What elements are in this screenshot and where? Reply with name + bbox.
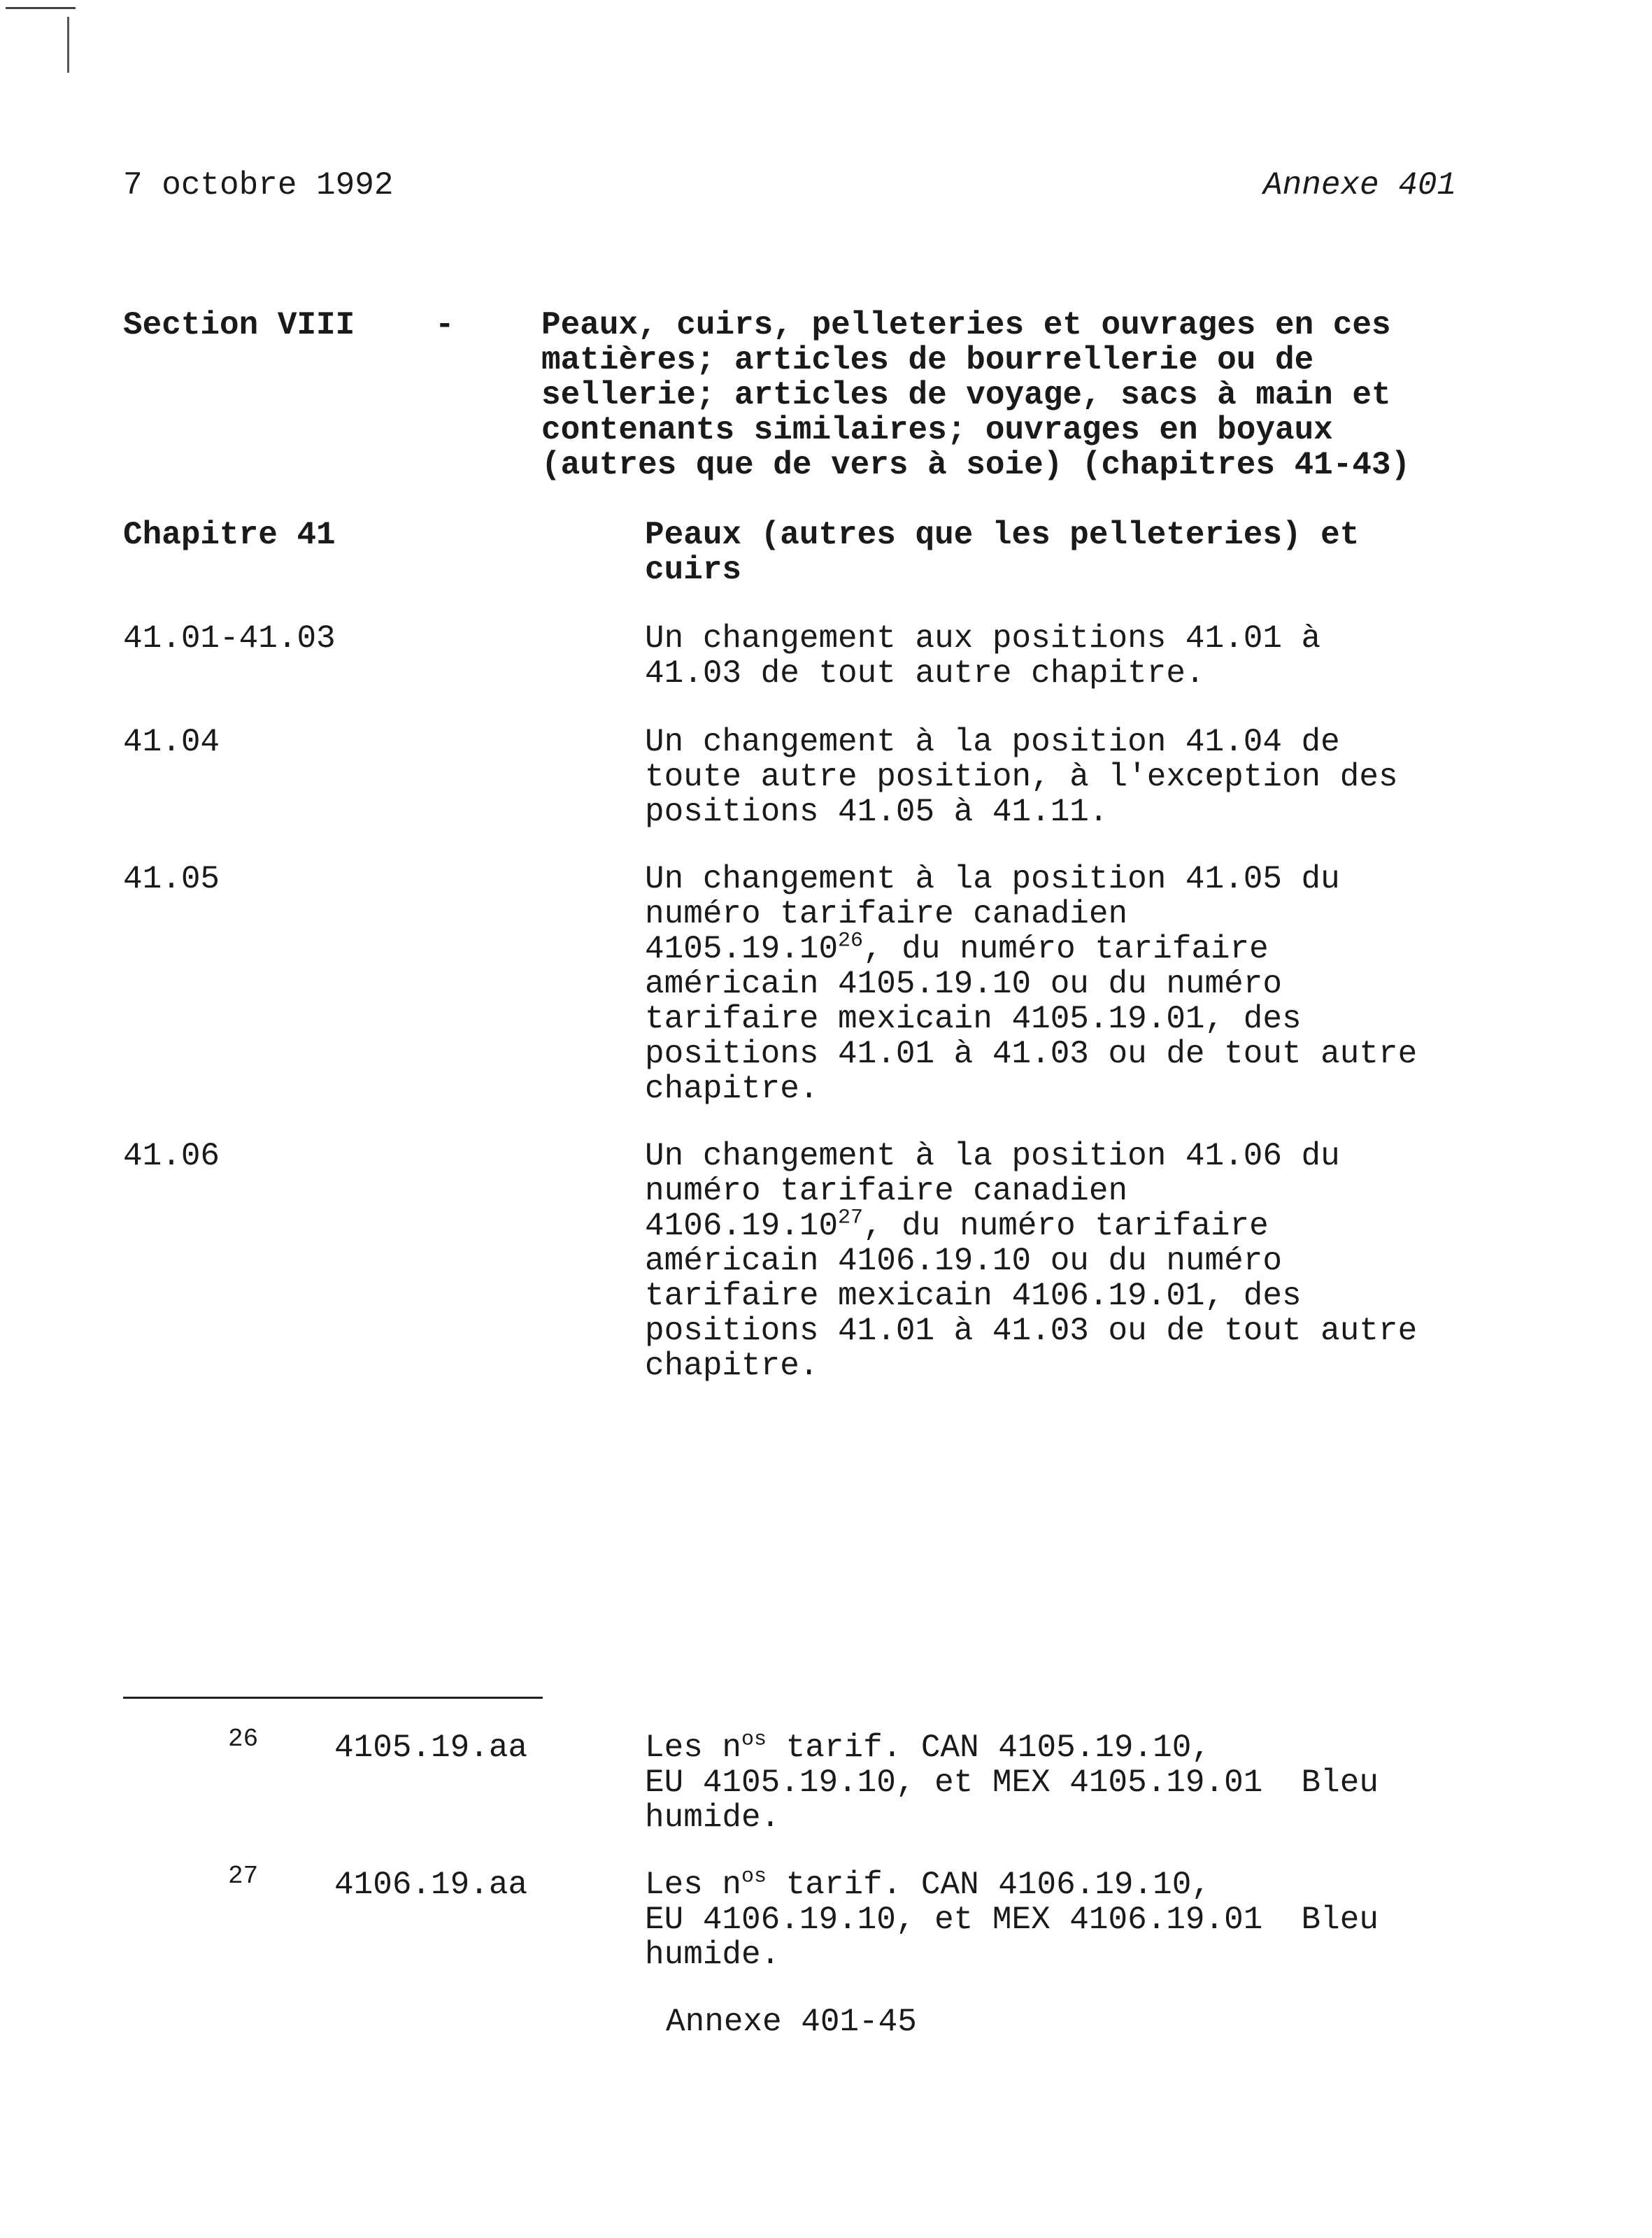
rule-text-line: tarifaire mexicain 4106.19.01, des	[645, 1278, 1302, 1314]
footnote-text	[645, 1727, 1379, 1836]
rule-text-line	[645, 1206, 1417, 1244]
rule-text	[645, 1139, 1417, 1383]
footnote-code: 4105.19.aa	[334, 1730, 528, 1766]
header-annex: Annexe 401	[1263, 167, 1457, 204]
footnote-text-line: EU 4106.19.10, et MEX 4106.19.01 Bleu	[645, 1902, 1379, 1938]
section-title	[541, 308, 1410, 483]
footnote-ref: 26	[838, 929, 864, 953]
footnote-text-segment: tarif. CAN 4106.19.10,	[767, 1867, 1211, 1903]
footnote-ref: 27	[838, 1206, 864, 1230]
rule-text-line: numéro tarifaire canadien	[645, 896, 1128, 932]
chapter-title-line: Peaux (autres que les pelleteries) et	[645, 517, 1360, 553]
section-title-line: contenants similaires; ouvrages en boyaux	[541, 412, 1333, 448]
rule-text-line: Un changement à la position 41.05 du	[645, 861, 1340, 897]
rule-text-segment: , du numéro tarifaire	[863, 931, 1269, 967]
rule-code: 41.01-41.03	[123, 620, 336, 657]
rule-text-segment: , du numéro tarifaire	[863, 1208, 1269, 1244]
footnote-text-line	[645, 1727, 1379, 1766]
footnote-separator	[123, 1697, 543, 1699]
footnote-text-line: humide.	[645, 1799, 781, 1836]
rule-text-line: toute autre position, à l'exception des	[645, 759, 1398, 795]
chapter-title	[645, 518, 1359, 587]
footnote-text-line: EU 4105.19.10, et MEX 4105.19.01 Bleu	[645, 1765, 1379, 1801]
rule-text-line: américain 4106.19.10 ou du numéro	[645, 1243, 1282, 1279]
chapter-label: Chapitre 41	[123, 517, 336, 553]
footnote-code: 4106.19.aa	[334, 1867, 528, 1903]
rule-text-line: chapitre.	[645, 1348, 819, 1384]
footnote-text-line	[645, 1867, 1379, 1902]
binder-edge-line	[6, 7, 76, 9]
rule-text-line: tarifaire mexicain 4105.19.01, des	[645, 1001, 1302, 1037]
rule-text-line	[645, 929, 1417, 967]
section-dash: -	[435, 307, 455, 343]
chapter-title-line: cuirs	[645, 552, 742, 588]
rule-text	[645, 862, 1417, 1106]
rule-text-line: chapitre.	[645, 1071, 819, 1107]
rule-code: 41.06	[123, 1138, 220, 1174]
page-footer-label: Annexe 401-45	[666, 2004, 917, 2040]
section-label: Section VIII	[123, 307, 355, 343]
tariff-number: 4105.19.10	[645, 931, 839, 967]
footnote-text-segment: Les n	[645, 1730, 742, 1766]
rule-text	[645, 621, 1320, 691]
header-date: 7 octobre 1992	[123, 167, 394, 204]
rule-text-line: positions 41.05 à 41.11.	[645, 794, 1109, 830]
rule-text-line: Un changement aux positions 41.01 à	[645, 620, 1321, 657]
footnote-abbrev-sup: os	[741, 1865, 767, 1889]
rule-text-line: numéro tarifaire canadien	[645, 1173, 1128, 1209]
footnote-abbrev-sup: os	[741, 1727, 767, 1752]
rule-text	[645, 725, 1398, 829]
tariff-number: 4106.19.10	[645, 1208, 839, 1244]
footnote-number: 27	[228, 1862, 259, 1890]
binder-edge-mark	[67, 17, 69, 73]
rule-text-line: 41.03 de tout autre chapitre.	[645, 655, 1205, 692]
rule-text-line: Un changement à la position 41.04 de	[645, 724, 1340, 760]
footnote-text-line: humide.	[645, 1937, 781, 1973]
footnote-number: 26	[228, 1725, 259, 1753]
section-title-line: (autres que de vers à soie) (chapitres 41-43)	[541, 447, 1411, 483]
rule-text-line: positions 41.01 à 41.03 ou de tout autre	[645, 1313, 1418, 1349]
section-title-line: sellerie; articles de voyage, sacs à main et	[541, 377, 1391, 413]
rule-code: 41.05	[123, 861, 220, 897]
section-title-line: matières; articles de bourrellerie ou de	[541, 342, 1314, 378]
rule-text-line: positions 41.01 à 41.03 ou de tout autre	[645, 1036, 1418, 1072]
section-title-line: Peaux, cuirs, pelleteries et ouvrages en ces	[541, 307, 1391, 343]
footnote-text	[645, 1867, 1379, 1972]
rule-text-line: Un changement à la position 41.06 du	[645, 1138, 1340, 1174]
footnote-text-segment: Les n	[645, 1867, 742, 1903]
footnote-text-segment: tarif. CAN 4105.19.10,	[767, 1730, 1211, 1766]
rule-text-line: américain 4105.19.10 ou du numéro	[645, 966, 1282, 1002]
rule-code: 41.04	[123, 724, 220, 760]
